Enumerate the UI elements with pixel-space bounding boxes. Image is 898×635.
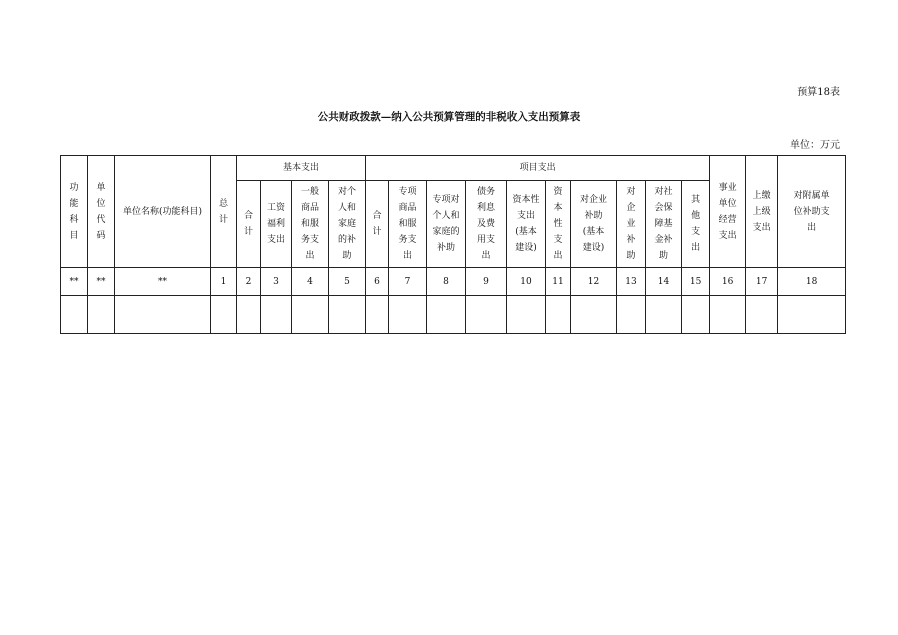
data-cell xyxy=(778,296,846,334)
header-operating: 事业单位经营支出 xyxy=(710,156,746,268)
code-cell: 15 xyxy=(682,268,710,296)
header-basic-total: 合计 xyxy=(237,181,261,268)
code-cell: 4 xyxy=(292,268,329,296)
data-cell xyxy=(646,296,682,334)
header-proj-total: 合计 xyxy=(366,181,389,268)
header-project-expenditure: 项目支出 xyxy=(366,156,710,181)
code-cell: 1 xyxy=(211,268,237,296)
header-proj-goods: 专项商品和服务支出 xyxy=(389,181,427,268)
header-total: 总计 xyxy=(211,156,237,268)
code-cell: 5 xyxy=(329,268,366,296)
document-title: 公共财政拨款—纳入公共预算管理的非税收入支出预算表 xyxy=(317,111,581,123)
header-func-subject: 功能科目 xyxy=(61,156,88,268)
code-cell: 6 xyxy=(366,268,389,296)
data-cell xyxy=(746,296,778,334)
code-cell: 13 xyxy=(617,268,646,296)
code-cell: 11 xyxy=(546,268,571,296)
budget-table xyxy=(60,155,846,334)
data-cell xyxy=(366,296,389,334)
data-cell xyxy=(237,296,261,334)
header-wages: 工资福利支出 xyxy=(261,181,292,268)
header-capital-infra: 资本性支出(基本建设) xyxy=(507,181,546,268)
data-cell xyxy=(292,296,329,334)
code-cell: 18 xyxy=(778,268,846,296)
header-upper: 上缴上级支出 xyxy=(746,156,778,268)
data-cell xyxy=(88,296,115,334)
data-cell xyxy=(617,296,646,334)
code-cell: 7 xyxy=(389,268,427,296)
data-cell xyxy=(710,296,746,334)
code-row xyxy=(61,268,846,296)
data-cell xyxy=(427,296,466,334)
code-cell: 3 xyxy=(261,268,292,296)
code-cell: 10 xyxy=(507,268,546,296)
header-family: 对个人和家庭的补助 xyxy=(329,181,366,268)
header-goods: 一般商品和服务支出 xyxy=(292,181,329,268)
header-unit-name: 单位名称(功能科目) xyxy=(115,156,211,268)
code-cell: 16 xyxy=(710,268,746,296)
data-cell xyxy=(571,296,617,334)
unit-label: 单位：万元 xyxy=(790,140,840,151)
header-proj-family: 专项对个人和家庭的补助 xyxy=(427,181,466,268)
code-cell: ** xyxy=(61,268,88,296)
data-cell xyxy=(682,296,710,334)
header-capital: 资本性支出 xyxy=(546,181,571,268)
data-cell xyxy=(261,296,292,334)
code-cell: 8 xyxy=(427,268,466,296)
table-number: 预算18表 xyxy=(797,87,840,98)
data-cell xyxy=(546,296,571,334)
header-unit-code: 单位代码 xyxy=(88,156,115,268)
data-cell xyxy=(61,296,88,334)
header-subsidiary: 对附属单位补助支出 xyxy=(778,156,846,268)
header-enterprise: 对企业补助 xyxy=(617,181,646,268)
data-cell xyxy=(115,296,211,334)
code-cell: 2 xyxy=(237,268,261,296)
header-basic-expenditure: 基本支出 xyxy=(237,156,366,181)
header-other: 其他支出 xyxy=(682,181,710,268)
code-cell: 12 xyxy=(571,268,617,296)
header-social: 对社会保障基金补助 xyxy=(646,181,682,268)
data-cell xyxy=(507,296,546,334)
code-cell: ** xyxy=(115,268,211,296)
code-cell: 14 xyxy=(646,268,682,296)
data-cell xyxy=(389,296,427,334)
data-cell xyxy=(466,296,507,334)
code-cell: ** xyxy=(88,268,115,296)
data-row xyxy=(61,296,846,334)
code-cell: 17 xyxy=(746,268,778,296)
code-cell: 9 xyxy=(466,268,507,296)
header-debt: 债务利息及费用支出 xyxy=(466,181,507,268)
header-enterprise-infra: 对企业补助(基本建设) xyxy=(571,181,617,268)
data-cell xyxy=(329,296,366,334)
data-cell xyxy=(211,296,237,334)
